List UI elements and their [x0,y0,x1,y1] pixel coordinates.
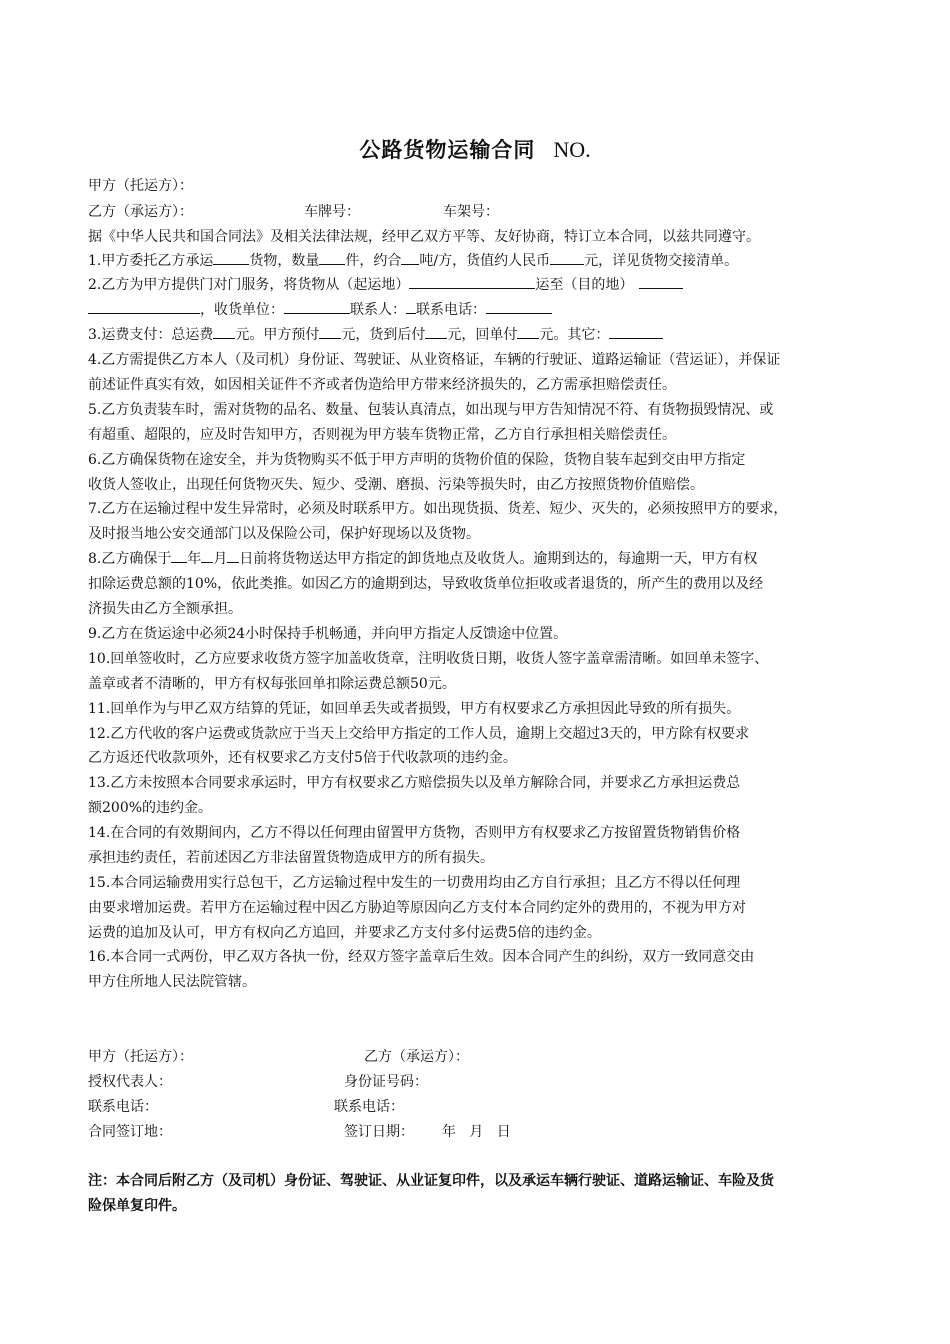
blank-day [227,547,239,563]
party-b-label: 乙方（承运方）： [88,204,193,220]
clause-6-line-2: 收货人签收止，出现任何货物灭失、短少、受潮、磨损、污染等损失时，由乙方按照货物价值赔偿。 [88,477,704,493]
clause-13-line-2: 额200%的违约金。 [88,800,213,816]
clause-10-line-1: 10.回单签收时，乙方应要求收货方签字加盖收货章，注明收货日期，收货人签字盖章需清晰。如回单未签字、 [88,651,769,667]
blank-prepaid [319,323,341,339]
c8-text-b: 年 [187,551,202,567]
clause-11: 11.回单作为与甲乙双方结算的凭证，如回单丢失或者损毁，甲方有权要求乙方承担因此导致的所有损失。 [88,701,741,717]
clause-8-line-3: 济损失由乙方全额承担。 [88,601,242,617]
note-line-2: 险保单复印件。 [88,1198,186,1214]
sign-place: 合同签订地： [88,1124,172,1140]
party-b-line [88,200,878,224]
clause-5-line-2: 有超重、超限的，应及时告知甲方，否则视为甲方装车货物正常，乙方自行承担相关赔偿责任。 [88,427,676,443]
clause-12-line-2: 乙方返还代收款项外，还有权要求乙方支付5倍于代收款项的违约金。 [88,750,517,766]
clause-7-line-2: 及时报当地公安交通部门以及保险公司，保护好现场以及货物。 [88,526,480,542]
sign-date-format: 年 月 日 [442,1124,511,1140]
clause-2-line-1 [88,273,878,297]
c1-text-d: 吨/方，货值约人民币 [419,253,551,269]
sign-tel-a: 联系电话： [88,1099,158,1115]
title-no: NO. [553,137,591,162]
frame-no-label: 车架号： [443,204,499,220]
c1-text-c: 件，约合 [345,253,402,269]
c3-text-e: 元。其它： [539,327,610,343]
c8-text-c: 月 [213,551,228,567]
blank-contact [406,298,416,314]
sign-date-label: 签订日期： [344,1124,414,1140]
clause-9: 9.乙方在货运途中必须24小时保持手机畅通，并向甲方指定人反馈途中位置。 [88,626,568,642]
clause-15-line-3: 运费的追加及认可，甲方有权向乙方追回，并要求乙方支付多付运费5倍的违约金。 [88,925,601,941]
plate-no-label: 车牌号： [304,204,360,220]
clause-3 [88,323,878,347]
party-a-line: 甲方（托运方）： [88,178,193,194]
blank-origin [409,273,535,289]
clause-15-line-2: 由要求增加运费。若甲方在运输过程中因乙方胁迫等原因向乙方支付本合同约定外的费用的，不视为甲方对 [88,900,746,916]
clause-16-line-1: 16.本合同一式两份，甲乙双方各执一份，经双方签字盖章后生效。因本合同产生的纠纷，双方一致同意交由 [88,949,755,965]
note-line-1: 注：本合同后附乙方（及司机）身份证、驾驶证、从业证复印件，以及承运车辆行驶证、道路运输证、车险及货 [88,1173,774,1189]
title-text: 公路货物运输合同 [359,138,536,162]
c2-text-c: ，收货单位： [200,302,284,318]
c2-text-d: 联系人： [350,302,406,318]
c3-text-a: 3.运费支付：总运费 [88,327,214,343]
c3-text-b: 元。甲方预付 [235,327,320,343]
clause-4-line-1: 4.乙方需提供乙方本人（及司机）身份证、驾驶证、从业资格证，车辆的行驶证、道路运输证（营运证），并保证 [88,352,781,368]
blank-goods-name [213,249,249,265]
clause-15-line-1: 15.本合同运输费用实行总包干，乙方运输过程中发生的一切费用均由乙方自行承担；且乙方不得以任何理 [88,875,741,891]
intro-paragraph: 据《中华人民共和国合同法》及相关法律法规，经甲乙双方平等、友好协商，特订立本合同，以兹共同遵守。 [88,229,760,245]
sign-row-party [88,1045,878,1069]
blank-consignee [284,298,350,314]
sign-row-rep [88,1070,878,1094]
clause-8-line-2: 扣除运费总额的10%，依此类推。如因乙方的逾期到达，导致收货单位拒收或者退货的，所产生的费用以及经 [88,576,764,592]
clause-16-line-2: 甲方住所地人民法院管辖。 [88,974,256,990]
c8-text-a: 8.乙方确保于 [88,551,172,567]
blank-destination-cont [88,298,200,314]
blank-quantity [319,249,345,265]
sign-authorized-rep: 授权代表人： [88,1074,172,1090]
blank-year [171,547,187,563]
clause-10-line-2: 盖章或者不清晰的，甲方有权每张回单扣除运费总额50元。 [88,676,456,692]
sign-row-place-date [88,1120,878,1144]
blank-destination [639,273,683,289]
clause-1 [88,249,878,273]
blank-contact-phone [486,298,552,314]
clause-4-line-2: 前述证件真实有效，如因相关证件不齐或者伪造给甲方带来经济损失的，乙方需承担赔偿责任。 [88,377,676,393]
blank-on-receipt [517,323,539,339]
sign-tel-b: 联系电话： [334,1099,404,1115]
document-title [0,134,950,164]
clause-7-line-1: 7.乙方在运输过程中发生异常时，必须及时联系甲方。如出现货损、货差、短少、灭失的，必须按照甲方的要求， [88,501,788,517]
blank-value [550,249,584,265]
blank-total-freight [213,323,235,339]
sign-party-a: 甲方（托运方）： [88,1049,193,1065]
sign-row-tel [88,1095,878,1119]
clause-2-line-2 [88,298,878,322]
c2-text-a: 2.乙方为甲方提供门对门服务，将货物从（起运地） [88,277,410,293]
blank-other [609,323,663,339]
c1-text-e: 元，详见货物交接清单。 [584,253,739,269]
clause-13-line-1: 13.乙方未按照本合同要求承运时，甲方有权要求乙方赔偿损失以及单方解除合同，并要求乙方承担运费总 [88,775,741,791]
blank-weight [401,249,419,265]
c1-text-b: 货物，数量 [249,253,320,269]
clause-12-line-1: 12.乙方代收的客户运费或货款应于当天上交给甲方指定的工作人员，逾期上交超过3天的，甲方除有权要求 [88,726,750,742]
blank-month [201,547,213,563]
clause-6-line-1: 6.乙方确保货物在途安全，并为货物购买不低于甲方声明的货物价值的保险，货物自装车起到交由甲方指定 [88,452,746,468]
c1-text-a: 1.甲方委托乙方承运 [88,253,214,269]
c3-text-c: 元，货到后付 [341,327,426,343]
clause-14-line-2: 承担违约责任，若前述因乙方非法留置货物造成甲方的所有损失。 [88,850,494,866]
blank-on-arrival [425,323,447,339]
c3-text-d: 元，回单付 [447,327,518,343]
c8-text-d: 日前将货物送达甲方指定的卸货地点及收货人。逾期到达的，每逾期一天，甲方有权 [239,551,758,567]
clause-5-line-1: 5.乙方负责装车时，需对货物的品名、数量、包装认真清点，如出现与甲方告知情况不符、有货物损毁情况、或 [88,402,774,418]
sign-party-b: 乙方（承运方）： [364,1049,469,1065]
clause-8-line-1 [88,547,878,571]
sign-id-number: 身份证号码： [344,1074,428,1090]
c2-text-b: 运至（目的地） [535,277,634,293]
c2-text-e: 联系电话： [416,302,486,318]
clause-14-line-1: 14.在合同的有效期间内，乙方不得以任何理由留置甲方货物，否则甲方有权要求乙方按留置货物销售价格 [88,825,741,841]
